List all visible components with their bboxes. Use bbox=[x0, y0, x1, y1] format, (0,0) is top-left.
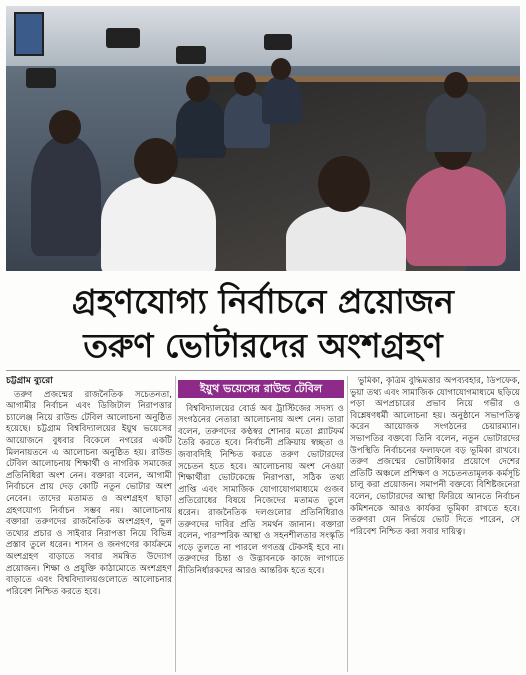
column-separator-1 bbox=[175, 376, 176, 672]
head-front-center bbox=[318, 156, 370, 212]
camera-3 bbox=[176, 46, 206, 64]
head-mid-2 bbox=[234, 72, 256, 96]
person-right-2 bbox=[426, 92, 486, 152]
person-front-white bbox=[101, 176, 216, 271]
head-right-2 bbox=[444, 72, 468, 98]
sidebar-box-title: ইয়ুথ ভয়েসের রাউন্ড টেবিল bbox=[178, 380, 344, 398]
headline-line-2: তরুণ ভোটারদের অংশগ্রহণ bbox=[83, 326, 443, 365]
headline-line-1: গ্রহণযোগ্য নির্বাচনে প্রয়োজন bbox=[72, 282, 454, 321]
head-front-white bbox=[134, 138, 178, 184]
head-mid-1 bbox=[186, 76, 210, 102]
person-left-1 bbox=[31, 136, 101, 256]
news-photo bbox=[6, 6, 520, 271]
article-column-2 bbox=[178, 376, 344, 672]
person-mid-1 bbox=[176, 98, 226, 158]
article-column-3 bbox=[350, 376, 520, 672]
column-2-text: বিশ্ববিদ্যালয়ের বোর্ড অব ট্রাস্টিজের সদস্য ও সংগঠনের নেতারা আলোচনায় অংশ নেন। তারা বলেন, তরুণদের কণ্ঠস্বর শোনার মতো প্ল্যাটফর্ম তৈরি করতে হবে। নির্বাচনী প্রক্রিয়ায় স্বচ্ছতা ও জবাবদিহি নিশ্চিত করতে তরুণ ভোটারদের সচেতন হতে হবে। আলোচনায় অংশ নেওয়া শিক্ষার্থীরা ভোটকেন্দ্রে নিরাপত্তা, সঠিক তথ্য প্রাপ্তি এবং সামাজিক যোগাযোগমাধ্যমে গুজব প্রতিরোধের বিষয়ে নিজেদের মতামত তুলে ধরেন। রাজনৈতিক দলগুলোর প্রতিনিধিরাও তরুণদের দাবির প্রতি সমর্থন জানান। বক্তারা বলেন, পারস্পরিক আস্থা ও সহনশীলতার সংস্কৃতি গড়ে তুলতে না পারলে গণতন্ত্র টেকসই হবে না। তরুণদের চিন্তা ও উদ্ভাবনকে কাজে লাগাতে নীতিনির্ধারকদের আরও আন্তরিক হতে হবে। bbox=[178, 403, 344, 576]
column-separator-2 bbox=[347, 376, 348, 672]
person-front-center bbox=[286, 206, 406, 271]
column-1-text: তরুণ প্রজন্মের রাজনৈতিক সচেতনতা, আগামীর নির্বাচন এবং ডিজিটাল নিরাপত্তার চ্যালেঞ্জ নিয়ে রাউন্ড টেবিল আলোচনা অনুষ্ঠিত হয়েছে। চট্টগ্রাম বিশ্ববিদ্যালয়ের ইয়ুথ ভয়েসের আয়োজনে বুধবার বিকেলে নগরের একটি মিলনায়তনে এ আলোচনা অনুষ্ঠিত হয়। রাউন্ড টেবিল আলোচনায় শিক্ষার্থী ও নাগরিক সমাজের প্রতিনিধিরা অংশ নেন। বক্তারা বলেন, আগামী নির্বাচনে প্রায় দেড় কোটি নতুন ভোটার অংশ নেবেন। তাদের মতামত ও অংশগ্রহণ ছাড়া গ্রহণযোগ্য নির্বাচন সম্ভব নয়। আলোচনায় বক্তারা তরুণদের রাজনৈতিক অংশগ্রহণ, ভুল তথ্যের প্রচার ও সাইবার নিরাপত্তা নিয়ে বিভিন্ন প্রস্তাব তুলে ধরেন। শাসন ও জনগণের কার্যক্রমে অংশগ্রহণ বাড়াতে সবার সমন্বিত উদ্যোগ প্রয়োজন। শিক্ষা ও প্রযুক্তি কাঠামোতে অংশগ্রহণ বাড়াতে এবং বিশ্ববিদ্যালয়গুলোতে আলোচনার পরিবেশ নিশ্চিত করতে হবে। bbox=[6, 389, 172, 597]
camera-2 bbox=[106, 28, 140, 48]
dateline: চট্টগ্রাম ব্যুরো bbox=[6, 376, 53, 386]
camera-4 bbox=[264, 34, 292, 50]
head-mid-3 bbox=[271, 58, 291, 80]
head-left-1 bbox=[49, 110, 81, 144]
photo-wall bbox=[6, 6, 520, 66]
column-3-text: ভুমিকা, কৃত্রিম বুদ্ধিমত্তার অপব্যবহার, ডিপফেক, ভুয়া তথ্য এবং সামাজিক যোগাযোগমাধ্যমে ছড়িয়ে পড়া অপপ্রচারের প্রভাব নিয়ে গভীর ও বিশ্লেষণধর্মী আলোচনা হয়। অনুষ্ঠানে সভাপতিত্ব করেন আয়োজক সংগঠনের চেয়ারম্যান। সভাপতির বক্তব্যে তিনি বলেন, নতুন ভোটারদের উপস্থিতি নির্বাচনের ফলাফলে বড় ভূমিকা রাখবে। তরুণ প্রজন্মের ভোটাধিকার প্রয়োগে দেশের প্রতিটি অঞ্চলে প্রশিক্ষণ ও সচেতনতামূলক কর্মসূচি চালু করা প্রয়োজন। সমাপনী বক্তব্যে বিশিষ্টজনেরা বলেন, ভোটারদের আস্থা ফিরিয়ে আনতে নির্বাচন কমিশনকে আরও কার্যকর ভূমিকা রাখতে হবে। তরুণরা যেন নির্ভয়ে ভোট দিতে পারেন, সে পরিবেশ নিশ্চিত করা সবার দায়িত্ব। bbox=[350, 376, 520, 537]
headline-rule bbox=[6, 370, 520, 371]
person-mid-3 bbox=[262, 76, 302, 124]
article-column-1 bbox=[6, 376, 172, 672]
camera-1 bbox=[26, 68, 56, 88]
photo-screen bbox=[14, 12, 44, 56]
person-right-pink bbox=[406, 166, 506, 266]
